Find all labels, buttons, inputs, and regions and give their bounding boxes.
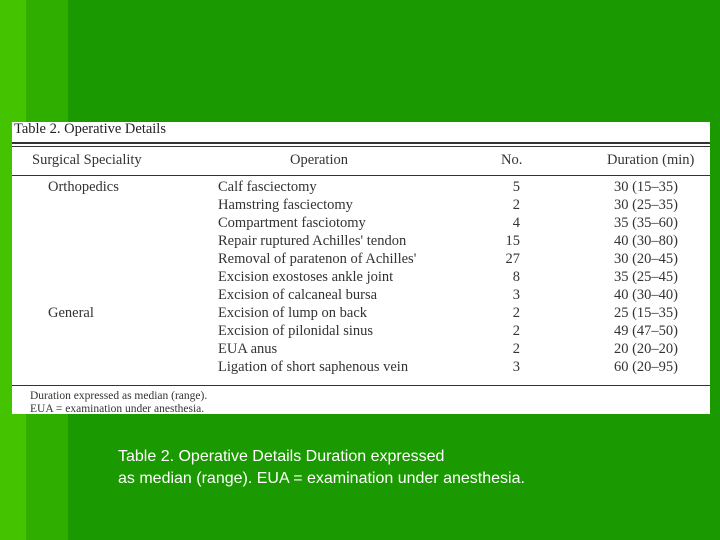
column-header-operation: Operation <box>290 152 348 168</box>
table-top-rule-second <box>12 146 710 147</box>
table-title: Table 2. Operative Details <box>14 121 166 137</box>
cell-speciality: Orthopedics <box>48 179 119 195</box>
cell-operation: EUA anus <box>218 341 278 357</box>
cell-speciality: General <box>48 305 94 321</box>
cell-no: 3 <box>512 287 520 303</box>
cell-duration: 40 (30–80) <box>613 233 678 249</box>
table-row <box>12 196 710 214</box>
cell-no: 27 <box>505 251 520 267</box>
cell-duration: 35 (35–60) <box>613 215 678 231</box>
table-row <box>12 250 710 268</box>
table-bottom-rule <box>12 385 710 386</box>
cell-operation: Removal of paratenon of Achilles' <box>218 251 417 267</box>
cell-no: 15 <box>505 233 520 249</box>
cell-operation: Excision of pilonidal sinus <box>218 323 374 339</box>
slide-caption <box>118 446 678 490</box>
header-rule <box>12 175 710 176</box>
cell-operation: Ligation of short saphenous vein <box>218 359 409 375</box>
cell-no: 3 <box>512 359 520 375</box>
cell-operation: Repair ruptured Achilles' tendon <box>218 233 407 249</box>
cell-no: 2 <box>512 323 520 339</box>
cell-operation: Excision exostoses ankle joint <box>218 269 394 285</box>
table-row <box>12 268 710 286</box>
cell-operation: Compartment fasciotomy <box>218 215 366 231</box>
caption-line: Table 2. Operative Details Duration expressed <box>118 448 445 465</box>
cell-duration: 49 (47–50) <box>613 323 678 339</box>
table-row <box>12 214 710 232</box>
cell-duration: 20 (20–20) <box>613 341 678 357</box>
cell-no: 8 <box>512 269 520 285</box>
column-header-no: No. <box>501 152 523 168</box>
cell-no: 2 <box>512 341 520 357</box>
cell-operation: Excision of lump on back <box>218 305 368 321</box>
table-row <box>12 340 710 358</box>
table-row <box>12 286 710 304</box>
table-top-rule <box>12 142 710 144</box>
cell-no: 2 <box>512 305 520 321</box>
cell-duration: 40 (30–40) <box>613 287 678 303</box>
cell-operation: Excision of calcaneal bursa <box>218 287 378 303</box>
column-header-duration: Duration (min) <box>607 152 695 168</box>
cell-duration: 30 (25–35) <box>613 197 678 213</box>
cell-duration: 60 (20–95) <box>613 359 678 375</box>
table-row <box>12 178 710 196</box>
table-body <box>12 178 710 376</box>
cell-duration: 30 (15–35) <box>613 179 678 195</box>
cell-no: 4 <box>512 215 520 231</box>
column-header-speciality: Surgical Speciality <box>32 152 142 168</box>
table-row <box>12 358 710 376</box>
cell-duration: 25 (15–35) <box>613 305 678 321</box>
cell-duration: 30 (20–45) <box>613 251 678 267</box>
table-image-panel <box>12 122 710 414</box>
caption-line: as median (range). EUA = examination under anesthesia. <box>118 470 525 487</box>
cell-duration: 35 (25–45) <box>613 269 678 285</box>
cell-no: 5 <box>512 179 520 195</box>
table-footnote: EUA = examination under anesthesia. <box>30 403 205 415</box>
table-footnote: Duration expressed as median (range). <box>30 390 208 402</box>
cell-operation: Calf fasciectomy <box>218 179 317 195</box>
table-row <box>12 304 710 322</box>
cell-no: 2 <box>512 197 520 213</box>
table-row <box>12 232 710 250</box>
table-row <box>12 322 710 340</box>
cell-operation: Hamstring fasciectomy <box>218 197 353 213</box>
